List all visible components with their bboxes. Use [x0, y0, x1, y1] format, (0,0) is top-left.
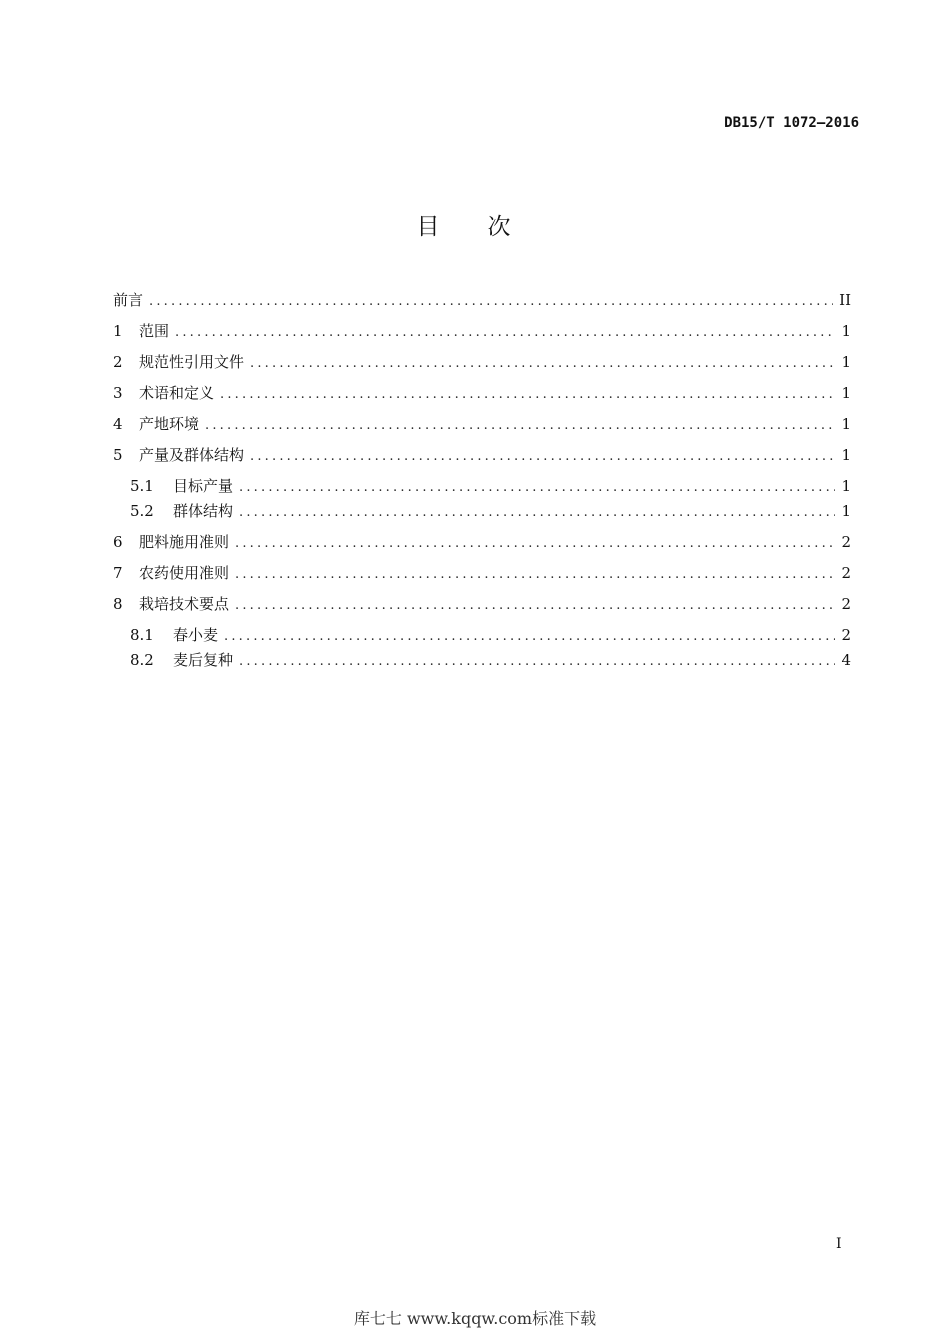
toc-entry-label: 春小麦 — [173, 626, 219, 644]
toc-entry[interactable] — [113, 414, 851, 434]
toc-entry-number: 5 — [113, 446, 123, 464]
toc-entry-label: 规范性引用文件 — [139, 353, 245, 371]
toc-leader-dots — [220, 385, 835, 405]
toc-entry[interactable] — [113, 445, 851, 465]
toc-entry-number: 4 — [113, 415, 123, 433]
toc-entry-page: 1 — [841, 322, 851, 340]
toc-entry-label: 麦后复种 — [173, 651, 234, 669]
toc-entry[interactable] — [113, 563, 851, 583]
toc-entry-page: 1 — [841, 446, 851, 464]
toc-leader-dots — [250, 354, 835, 374]
toc-entry[interactable] — [113, 383, 851, 403]
toc-entry[interactable] — [113, 290, 851, 310]
toc-leader-dots — [250, 447, 835, 467]
toc-entry-number: 7 — [113, 564, 123, 582]
toc-leader-dots — [205, 416, 835, 436]
toc-entry-number: 3 — [113, 384, 123, 402]
toc-entry-label: 产量及群体结构 — [139, 446, 245, 464]
toc-leader-dots — [224, 627, 835, 647]
toc-entry-page: 1 — [841, 384, 851, 402]
toc-entry-number: 5.2 — [130, 502, 154, 520]
toc-entry-page: 2 — [841, 533, 851, 551]
toc-leader-dots — [235, 565, 835, 585]
toc-leader-dots — [239, 503, 835, 523]
toc-entry[interactable] — [130, 501, 851, 521]
toc-leader-dots — [149, 292, 833, 312]
toc-leader-dots — [239, 478, 835, 498]
page-number: I — [836, 1236, 842, 1252]
toc-entry-number: 5.1 — [130, 477, 154, 495]
toc-entry[interactable] — [130, 476, 851, 496]
toc-entry-label: 肥料施用准则 — [139, 533, 230, 551]
toc-entry-label: 范围 — [139, 322, 170, 340]
toc-entry-label: 目标产量 — [173, 477, 234, 495]
footer-watermark: 库七七 www.kqqw.com标准下载 — [353, 1309, 597, 1328]
toc-entry[interactable] — [130, 625, 851, 645]
toc-entry-page: 1 — [841, 477, 851, 495]
toc-entry[interactable] — [113, 321, 851, 341]
toc-entry[interactable] — [130, 650, 851, 670]
toc-entry-page: 2 — [841, 564, 851, 582]
toc-entry[interactable] — [113, 594, 851, 614]
toc-entry-page: 2 — [841, 626, 851, 644]
toc-leader-dots — [235, 596, 835, 616]
toc-leader-dots — [175, 323, 835, 343]
toc-entry-page: 1 — [841, 415, 851, 433]
toc-entry-number: 8 — [113, 595, 123, 613]
toc-entry-label: 群体结构 — [173, 502, 234, 520]
standard-code: DB15/T 1072—2016 — [724, 115, 859, 131]
toc-entry-page: 4 — [841, 651, 851, 669]
toc-entry-page: 2 — [841, 595, 851, 613]
toc-entry-number: 8.1 — [130, 626, 154, 644]
toc-leader-dots — [235, 534, 835, 554]
toc-entry-page: 1 — [841, 353, 851, 371]
toc-leader-dots — [239, 652, 835, 672]
toc-entry-label: 产地环境 — [139, 415, 200, 433]
toc-entry-label: 农药使用准则 — [139, 564, 230, 582]
toc-entry-number: 1 — [113, 322, 123, 340]
toc-entry-label: 栽培技术要点 — [139, 595, 230, 613]
toc-entry-number: 6 — [113, 533, 123, 551]
toc-entry-label: 术语和定义 — [139, 384, 215, 402]
toc-entry-number: 2 — [113, 353, 123, 371]
toc-entry-page: II — [839, 291, 851, 309]
toc-entry-number: 8.2 — [130, 651, 154, 669]
page-title: 目次 — [416, 214, 559, 240]
toc-entry-label: 前言 — [113, 291, 144, 309]
toc-entry[interactable] — [113, 532, 851, 552]
toc-entry[interactable] — [113, 352, 851, 372]
toc-entry-page: 1 — [841, 502, 851, 520]
